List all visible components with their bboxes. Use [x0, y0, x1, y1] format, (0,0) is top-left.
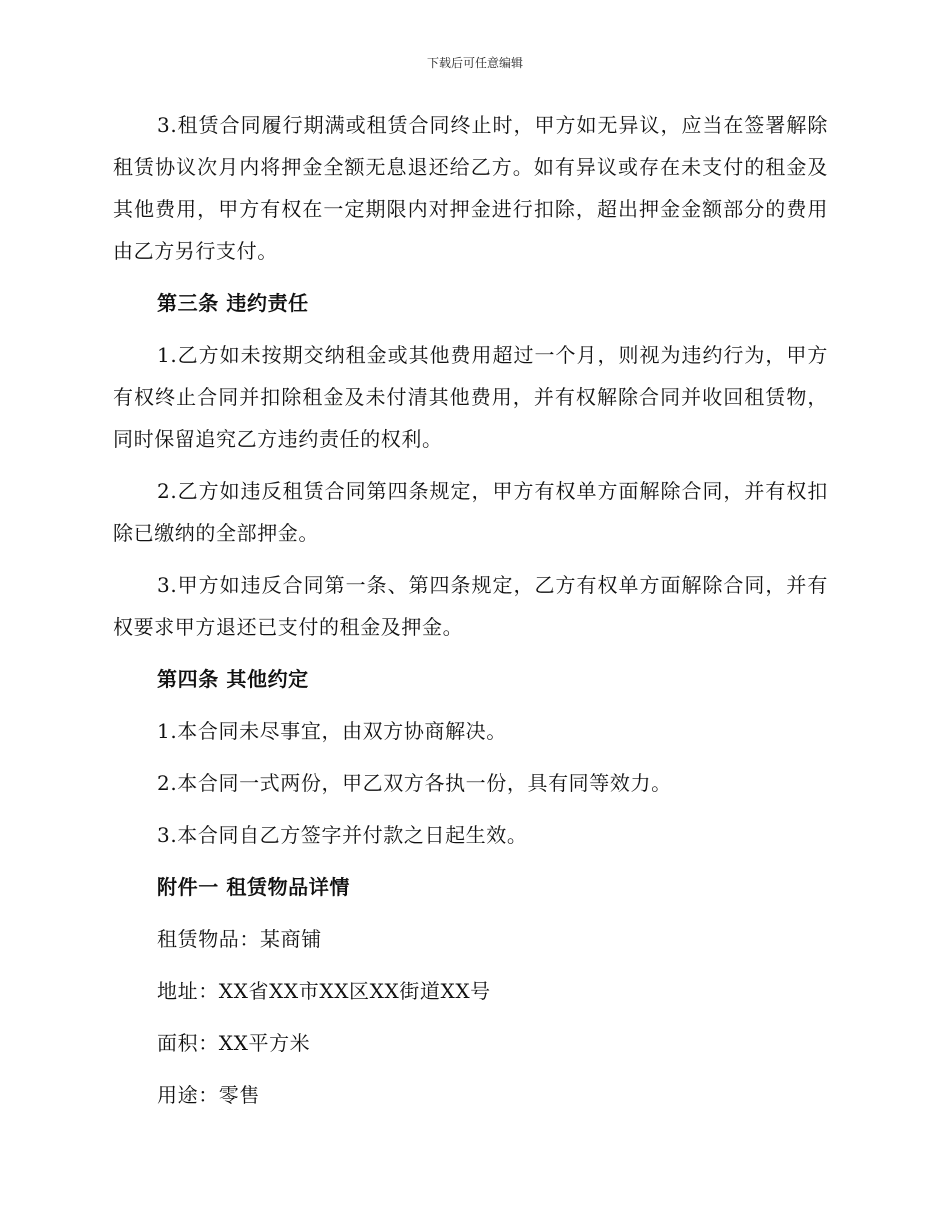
field-address: 地址：XX省XX市XX区XX街道XX号 — [157, 979, 491, 1003]
paragraph-deposit-refund: 3.租赁合同履行期满或租赁合同终止时，甲方如无异议，应当在签署解除租赁协议次月内将押金全额无息退还给乙方。如有异议或存在未支付的租金及其他费用，甲方有权在一定期限内对押金进行扣除，超出押金金额部分的费用由乙方另行支付。 — [113, 113, 828, 263]
paragraph-breach-3: 3.甲方如违反合同第一条、第四条规定，乙方有权单方面解除合同，并有权要求甲方退还已支付的租金及押金。 — [113, 573, 828, 639]
page-header: 下载后可任意编辑 — [426, 56, 523, 70]
paragraph-other-3: 3.本合同自乙方签字并付款之日起生效。 — [157, 823, 528, 847]
paragraph-other-2: 2.本合同一式两份，甲乙双方各执一份，具有同等效力。 — [157, 771, 672, 795]
section-heading-breach: 第三条 违约责任 — [157, 291, 309, 315]
paragraph-other-1: 1.本合同未尽事宜，由双方协商解决。 — [157, 719, 507, 743]
paragraph-breach-2: 2.乙方如违反租赁合同第四条规定，甲方有权单方面解除合同，并有权扣除已缴纳的全部押金。 — [113, 479, 828, 545]
section-heading-attachment: 附件一 租赁物品详情 — [157, 875, 350, 899]
field-item: 租赁物品：某商铺 — [157, 927, 322, 951]
field-area: 面积：XX平方米 — [157, 1031, 311, 1055]
field-usage: 用途：零售 — [157, 1083, 260, 1107]
paragraph-breach-1: 1.乙方如未按期交纳租金或其他费用超过一个月，则视为违约行为，甲方有权终止合同并扣除租金及未付清其他费用，并有权解除合同并收回租赁物，同时保留追究乙方违约责任的权利。 — [113, 343, 828, 451]
document-body — [113, 104, 828, 1126]
section-heading-other: 第四条 其他约定 — [157, 667, 309, 691]
